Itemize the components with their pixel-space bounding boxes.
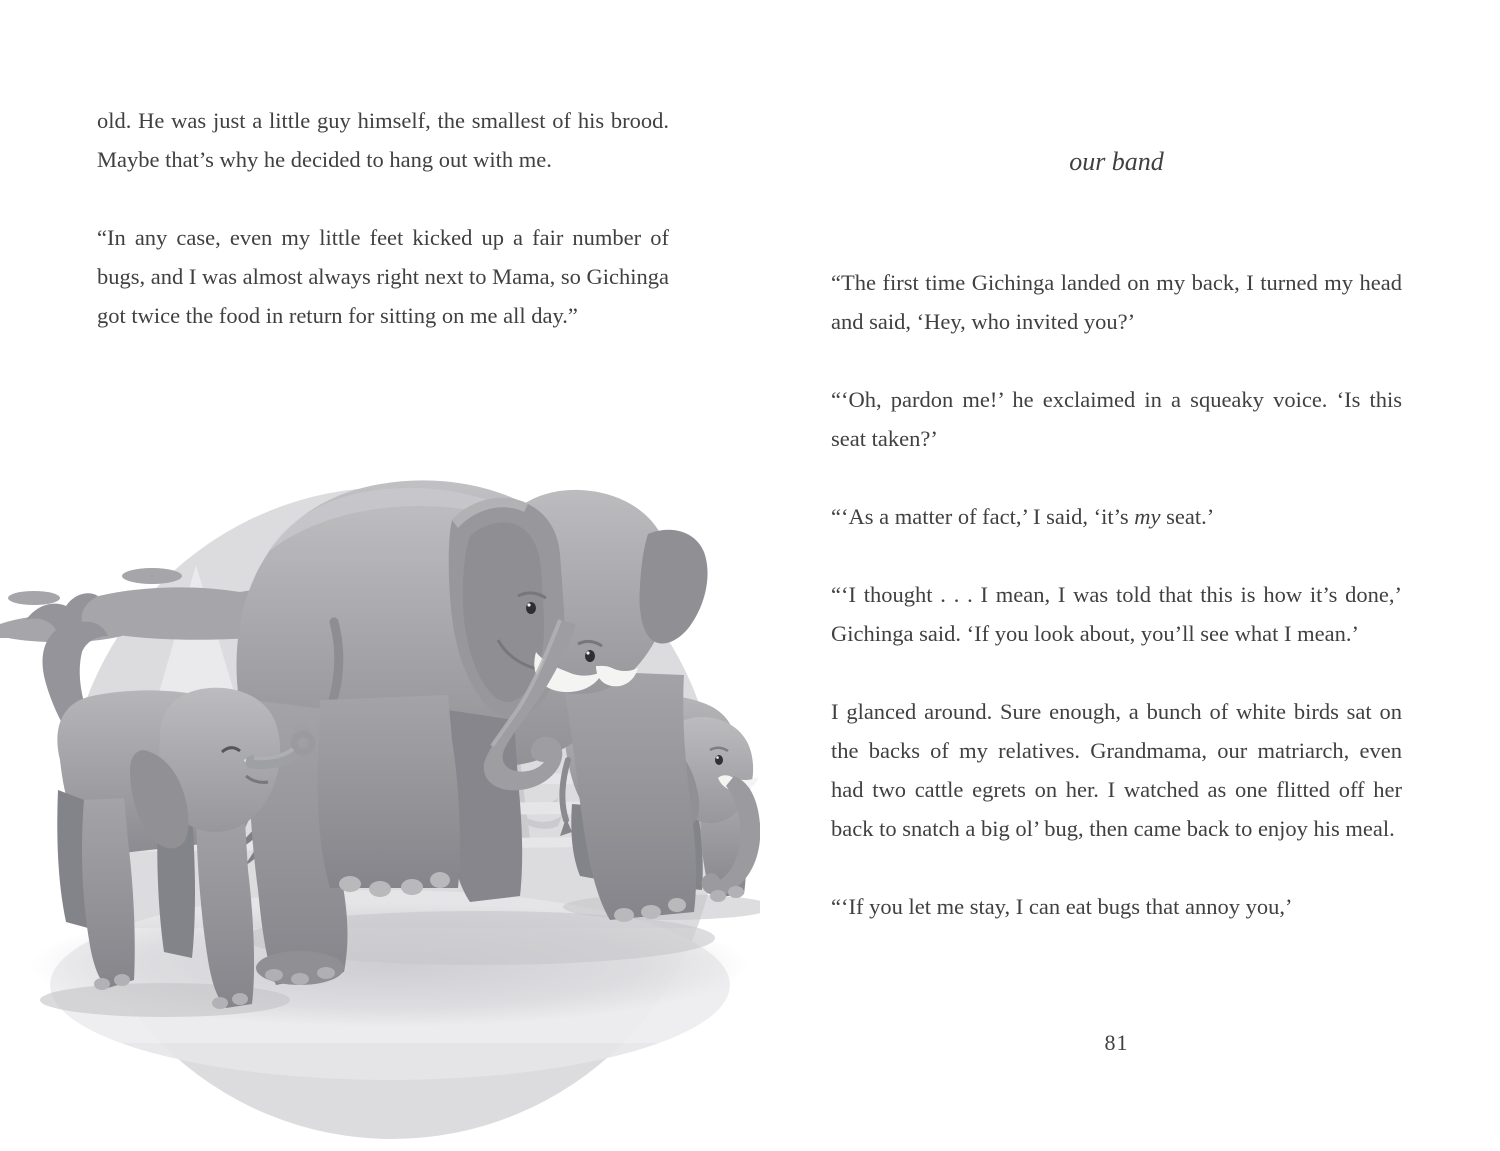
page-number: 81 — [1104, 1030, 1129, 1055]
paragraph: “The first time Gichinga landed on my back, I turned my head and said, ‘Hey, who invited you?’ — [831, 270, 1402, 334]
paragraph: “‘I thought . . . I mean, I was told that this is how it’s done,’ Gichinga said. ‘If you look about, you’ll see what I mean.’ — [831, 582, 1402, 646]
paragraph: “‘Oh, pardon me!’ he exclaimed in a squeaky voice. ‘Is this seat taken?’ — [831, 387, 1402, 451]
paragraph: “‘If you let me stay, I can eat bugs that annoy you,’ — [831, 894, 1293, 919]
paragraph: I glanced around. Sure enough, a bunch of white birds sat on the backs of my relatives. Grandmama, our matriarch, even had two cattle egrets on her. I watched as one flitted off her back to snatch a big ol’ bug, then came back to enjoy his meal. — [831, 699, 1402, 841]
paragraph: “‘As a matter of fact,’ I said, ‘it’s my seat.’ — [831, 504, 1215, 529]
running-head: our band — [1069, 147, 1164, 176]
right-page-paragraphs — [831, 263, 1402, 926]
elephant-illustration — [0, 460, 760, 1151]
paragraph: old. He was just a little guy himself, the smallest of his brood. Maybe that’s why he decided to hang out with me. — [97, 108, 669, 172]
left-page-paragraphs — [97, 101, 669, 335]
paragraph: “In any case, even my little feet kicked up a fair number of bugs, and I was almost always right next to Mama, so Gichinga got twice the food in return for sitting on me all day.” — [97, 225, 669, 328]
